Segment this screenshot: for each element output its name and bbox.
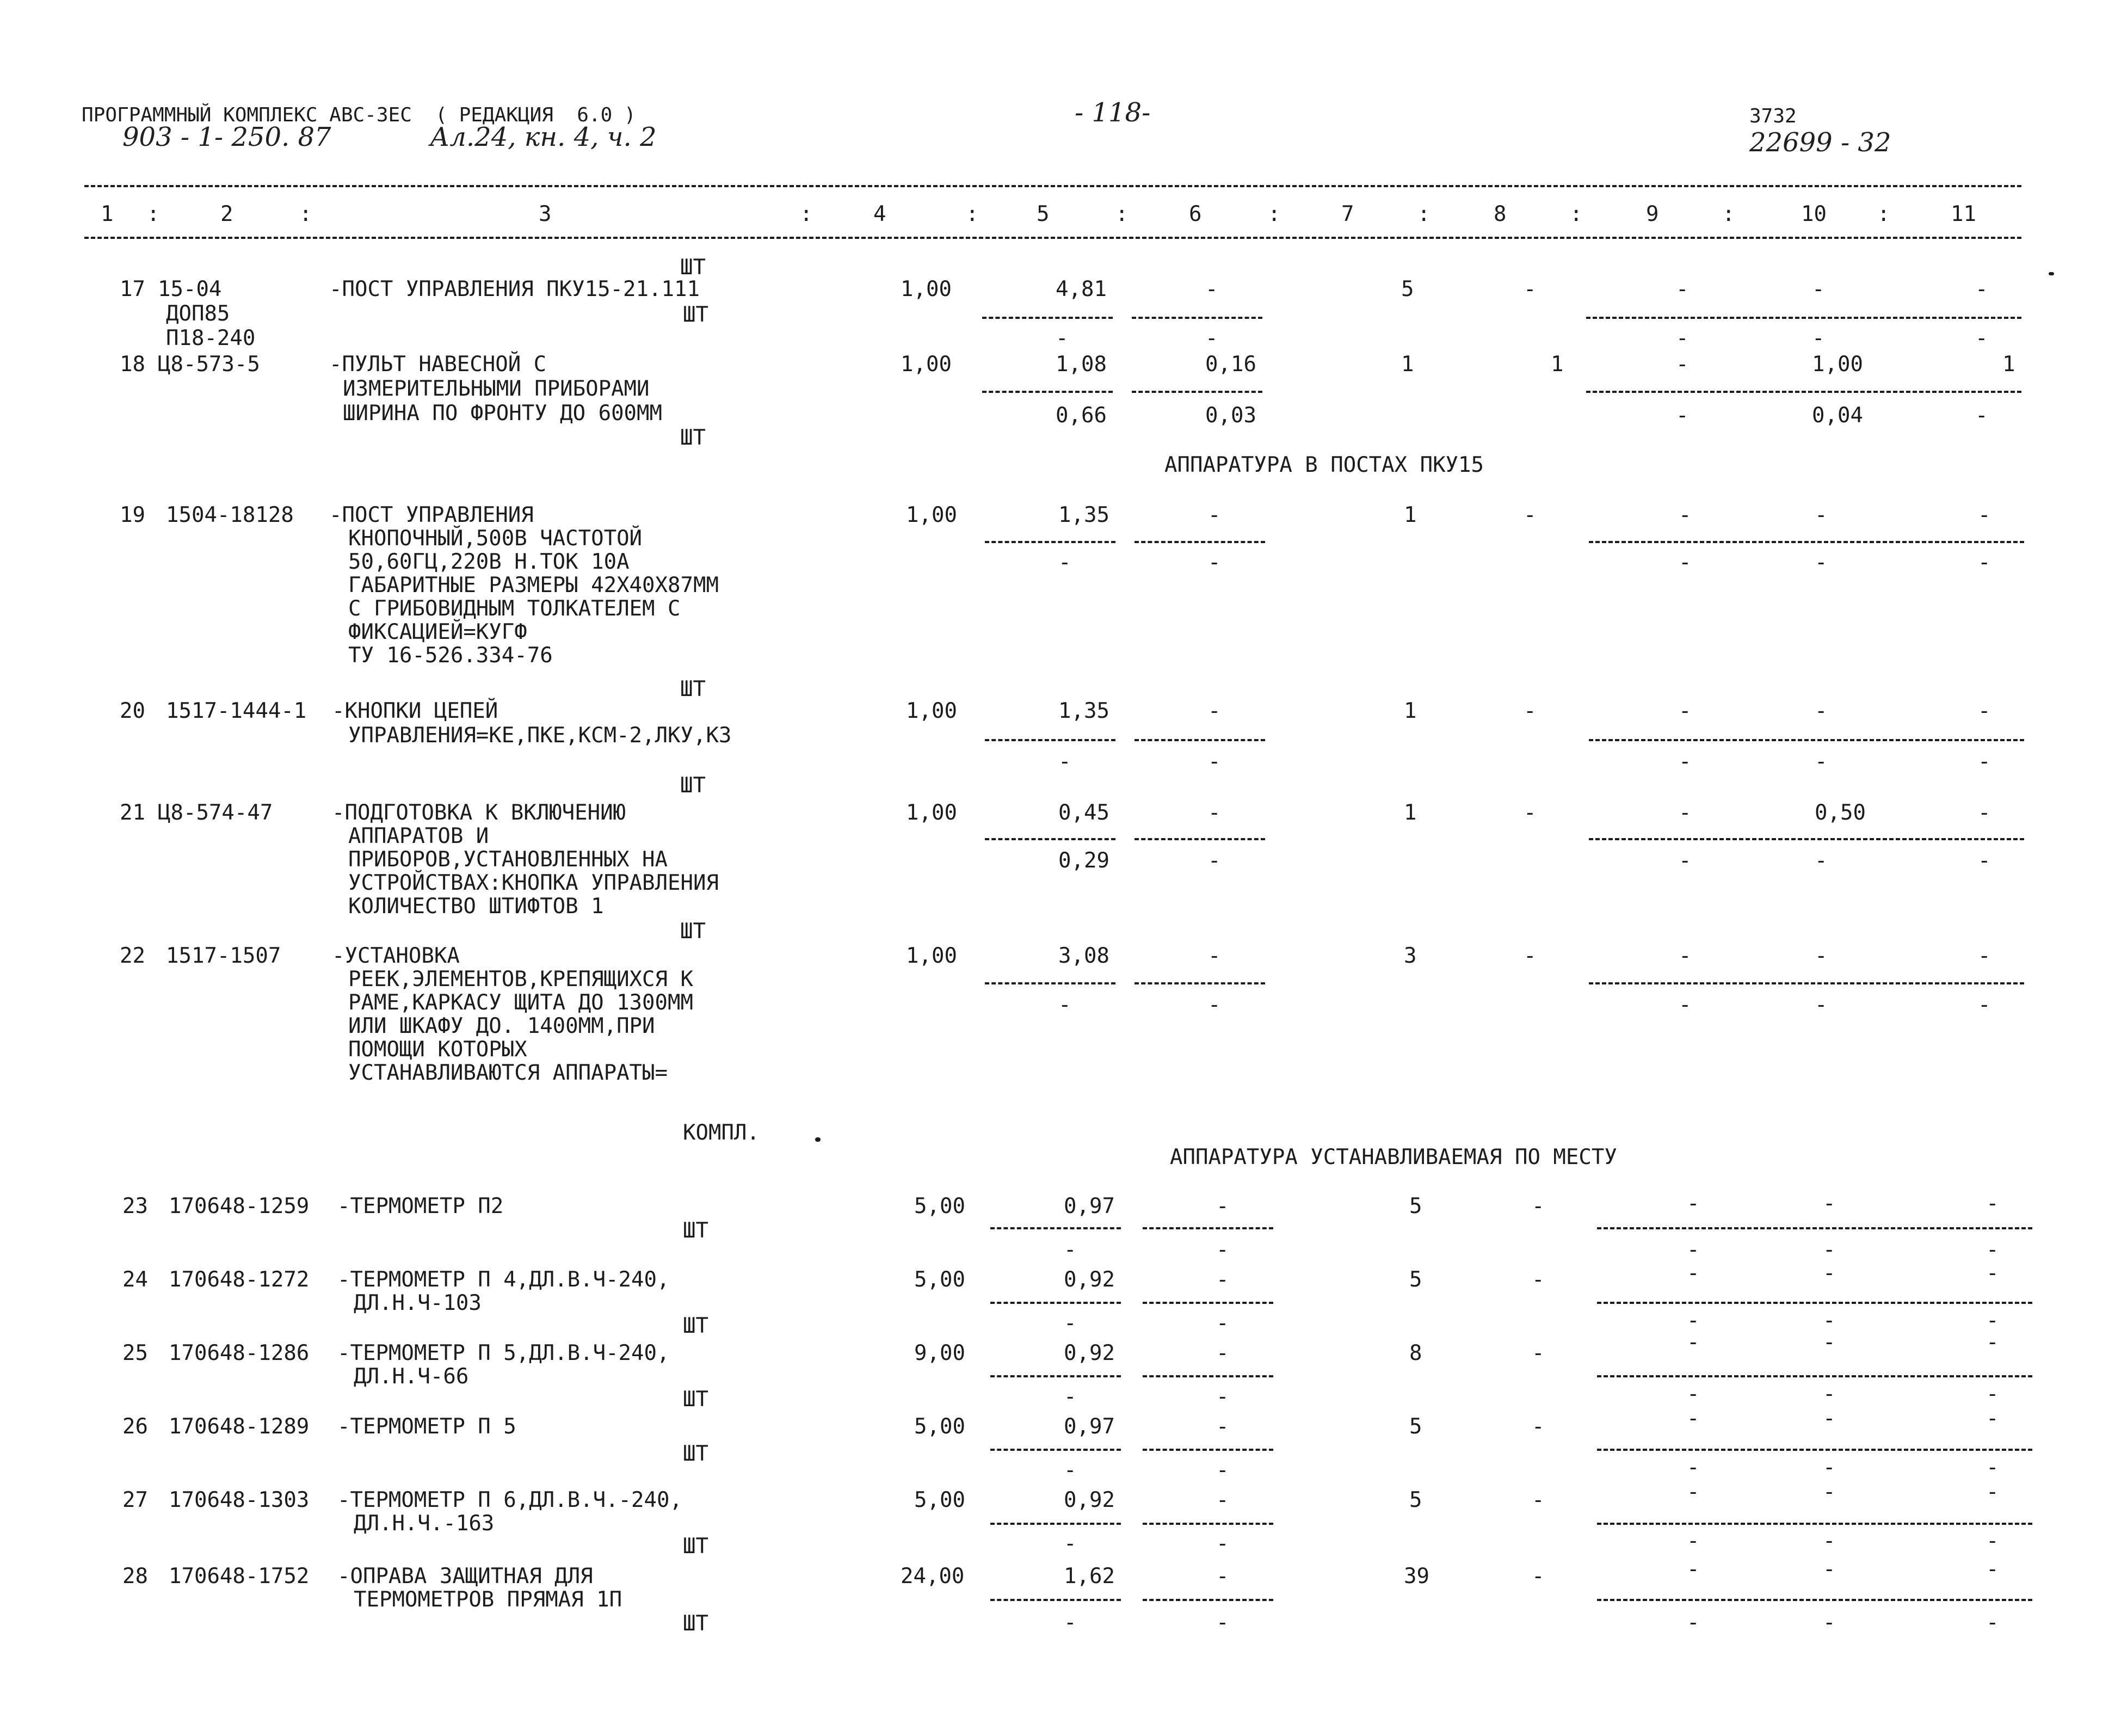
cell-c8: -: [1524, 944, 1537, 968]
cell-c6-sub: -: [1216, 1384, 1229, 1409]
col-sep: :: [966, 202, 979, 226]
col-sep: :: [1722, 202, 1735, 226]
row-code: 1517-1507: [166, 944, 281, 968]
cell-c11: -: [1978, 699, 1991, 723]
cell-c6: -: [1208, 944, 1221, 968]
cell-c6-sub: -: [1216, 1531, 1229, 1556]
cell-c5: 1,35: [1058, 699, 1109, 723]
row-number: 25: [122, 1341, 148, 1365]
cell-c9: -: [1687, 1406, 1700, 1431]
cell-c10-sub: -: [1812, 326, 1825, 350]
row-code: П18-240: [166, 326, 256, 350]
row-code: Ц8-573-5: [158, 352, 260, 377]
cell-c11-sub: -: [1986, 1308, 1999, 1333]
cell-c9: -: [1687, 1557, 1700, 1581]
cell-c9: -: [1676, 352, 1689, 377]
cell-c10: -: [1812, 277, 1825, 301]
cell-c4: 5,00: [914, 1488, 965, 1512]
cell-c10: -: [1823, 1330, 1836, 1355]
row-code: 170648-1289: [169, 1414, 310, 1439]
row-code: 170648-1286: [169, 1341, 310, 1365]
unit-label: ШТ: [680, 255, 706, 280]
cell-c4: 1,00: [906, 944, 957, 968]
cell-c6-sub: -: [1205, 326, 1218, 350]
cell-c6: -: [1216, 1194, 1229, 1218]
col-4: 4: [873, 202, 886, 226]
cell-c9-sub: -: [1687, 1238, 1700, 1262]
fraction-line: [982, 317, 1113, 319]
row-description: -ПОСТ УПРАВЛЕНИЯ ПКУ15-21.111: [329, 277, 700, 301]
row-description: ШИРИНА ПО ФРОНТУ ДО 600ММ: [343, 401, 662, 426]
col-5: 5: [1037, 202, 1050, 226]
row-number: 21: [120, 801, 145, 825]
cell-c5: 1,62: [1064, 1564, 1115, 1589]
row-description: -ПОДГОТОВКА К ВКЛЮЧЕНИЮ: [332, 801, 626, 825]
cell-c9: -: [1687, 1480, 1700, 1504]
cell-c5-sub: -: [1064, 1610, 1077, 1635]
cell-c8: 1: [1551, 352, 1564, 377]
row-description: -ПУЛЬТ НАВЕСНОЙ С: [329, 352, 547, 377]
row-code: ДОП85: [166, 301, 230, 326]
cell-c7: 39: [1404, 1564, 1429, 1589]
col-7: 7: [1341, 202, 1354, 226]
cell-c5-sub: -: [1064, 1238, 1077, 1262]
cell-c10: -: [1815, 503, 1828, 527]
cell-c8: -: [1532, 1194, 1545, 1218]
cell-c5-sub: -: [1058, 550, 1071, 575]
row-code: 170648-1303: [169, 1488, 310, 1512]
cell-c9-sub: -: [1679, 749, 1692, 774]
row-code: 15-04: [158, 277, 222, 301]
unit-label: ШТ: [683, 1314, 708, 1338]
cell-c10-sub: -: [1823, 1382, 1836, 1406]
cell-c11-sub: -: [1978, 848, 1991, 873]
row-description: -ОПРАВА ЗАЩИТНАЯ ДЛЯ: [337, 1564, 593, 1589]
cell-c4: 24,00: [901, 1564, 965, 1589]
row-number: 22: [120, 944, 145, 968]
cell-c6-sub: -: [1208, 550, 1221, 575]
cell-c10-sub: -: [1815, 848, 1828, 873]
fraction-line: [1589, 982, 2024, 984]
cell-c11: -: [1978, 944, 1991, 968]
cell-c9-sub: -: [1687, 1610, 1700, 1635]
cell-c6: -: [1208, 801, 1221, 825]
row-number: 17: [120, 277, 145, 301]
cell-c5-sub: -: [1064, 1458, 1077, 1482]
cell-c9-sub: -: [1687, 1308, 1700, 1333]
scan-speck: [2049, 272, 2054, 275]
cell-c5-sub: -: [1056, 326, 1069, 350]
row-number: 28: [122, 1564, 148, 1589]
row-description: ДЛ.Н.Ч-103: [354, 1291, 482, 1315]
cell-c9-sub: -: [1676, 326, 1689, 350]
unit-label: ШТ: [680, 919, 706, 944]
cell-c9: -: [1687, 1191, 1700, 1216]
row-description: ТУ 16-526.334-76: [348, 643, 553, 668]
fraction-line: [990, 1449, 1121, 1451]
cell-c5: 3,08: [1058, 944, 1109, 968]
col-11: 11: [1951, 202, 1976, 226]
cell-c10: 1,00: [1812, 352, 1863, 377]
cell-c10-sub: -: [1815, 993, 1828, 1017]
cell-c4: 5,00: [914, 1194, 965, 1218]
cell-c11: -: [1975, 277, 1988, 301]
cell-c6: -: [1208, 503, 1221, 527]
handwritten-project-ref: 903 - 1- 250. 87: [122, 122, 331, 152]
fraction-line: [1589, 838, 2024, 840]
cell-c6: -: [1216, 1414, 1229, 1439]
unit-label: ШТ: [683, 1611, 708, 1636]
cell-c10: -: [1823, 1406, 1836, 1431]
cell-c5: 0,92: [1064, 1488, 1115, 1512]
fraction-line: [985, 541, 1115, 543]
cell-c6-sub: -: [1208, 749, 1221, 774]
fraction-line: [1597, 1449, 2032, 1451]
fraction-line: [1135, 541, 1265, 543]
cell-c11-sub: -: [1978, 749, 1991, 774]
fraction-line: [990, 1302, 1121, 1304]
col-sep: :: [800, 202, 813, 226]
cell-c7: 1: [1404, 699, 1417, 723]
cell-c6-sub: -: [1216, 1458, 1229, 1482]
cell-c7: 5: [1409, 1194, 1422, 1218]
cell-c8: -: [1524, 277, 1537, 301]
cell-c7: 1: [1404, 801, 1417, 825]
cell-c4: 1,00: [906, 699, 957, 723]
cell-c10-sub: -: [1823, 1610, 1836, 1635]
row-number: 26: [122, 1414, 148, 1439]
cell-c7: 3: [1404, 944, 1417, 968]
fraction-line: [1589, 541, 2024, 543]
cell-c6-sub: -: [1208, 848, 1221, 873]
row-description: КНОПОЧНЫЙ,500В ЧАСТОТОЙ: [348, 526, 643, 551]
fraction-line: [990, 1523, 1121, 1525]
cell-c5-sub: -: [1058, 993, 1071, 1017]
row-description: -ТЕРМОМЕТР П 5: [337, 1414, 516, 1439]
unit-label: ШТ: [680, 426, 706, 450]
cell-c5: 1,35: [1058, 503, 1109, 527]
cell-c11-sub: -: [1978, 993, 1991, 1017]
row-description: ПРИБОРОВ,УСТАНОВЛЕННЫХ НА: [348, 847, 668, 872]
col-2: 2: [220, 202, 233, 226]
cell-c8: -: [1532, 1488, 1545, 1512]
cell-c11: -: [1986, 1330, 1999, 1355]
row-number: 23: [122, 1194, 148, 1218]
row-description: -ПОСТ УПРАВЛЕНИЯ: [329, 503, 534, 527]
fraction-line: [1143, 1375, 1273, 1377]
cell-c4: 5,00: [914, 1267, 965, 1292]
program-header: ПРОГРАММНЫЙ КОМПЛЕКС АВС-ЗЕС ( РЕДАКЦИЯ 6.0 ): [82, 104, 636, 126]
col-1: 1: [101, 202, 114, 226]
cell-c10-sub: -: [1815, 550, 1828, 575]
cell-c11-sub: -: [1975, 403, 1988, 428]
cell-c8: -: [1524, 503, 1537, 527]
fraction-line: [1135, 838, 1265, 840]
row-number: 24: [122, 1267, 148, 1292]
cell-c9-sub: -: [1679, 993, 1692, 1017]
col-8: 8: [1494, 202, 1507, 226]
cell-c10-sub: -: [1823, 1238, 1836, 1262]
row-code: 170648-1272: [169, 1267, 310, 1292]
cell-c5: 0,97: [1064, 1414, 1115, 1439]
unit-label: ШТ: [683, 303, 708, 327]
cell-c11-sub: -: [1986, 1382, 1999, 1406]
cell-c9-sub: -: [1679, 848, 1692, 873]
cell-c11: -: [1986, 1480, 1999, 1504]
cell-c9: -: [1679, 801, 1692, 825]
scan-speck: [815, 1137, 821, 1142]
row-description: С ГРИБОВИДНЫМ ТОЛКАТЕЛЕМ С: [348, 596, 681, 621]
cell-c10: -: [1823, 1557, 1836, 1581]
cell-c6: -: [1205, 277, 1218, 301]
col-sep: :: [1877, 202, 1890, 226]
col-sep: :: [1417, 202, 1431, 226]
cell-c7: 5: [1409, 1414, 1422, 1439]
cell-c9: -: [1676, 277, 1689, 301]
cell-c9-sub: -: [1676, 403, 1689, 428]
row-description: ДЛ.Н.Ч-66: [354, 1364, 469, 1389]
unit-label: ШТ: [683, 1534, 708, 1559]
cell-c11-sub: -: [1975, 326, 1988, 350]
cell-c5: 4,81: [1056, 277, 1107, 301]
section-heading: АППАРАТУРА В ПОСТАХ ПКУ15: [1164, 453, 1484, 477]
cell-c5-sub: -: [1064, 1531, 1077, 1556]
cell-c8: -: [1532, 1267, 1545, 1292]
fraction-line: [1135, 982, 1265, 984]
row-description: -ТЕРМОМЕТР П2: [337, 1194, 504, 1218]
row-description: ТЕРМОМЕТРОВ ПРЯМАЯ 1П: [354, 1587, 622, 1612]
fraction-line: [1597, 1599, 2032, 1601]
fraction-line: [985, 838, 1115, 840]
fraction-line: [985, 982, 1115, 984]
doc-code: 3732: [1749, 105, 1797, 127]
cell-c10: 0,50: [1815, 801, 1866, 825]
cell-c11-sub: -: [1986, 1238, 1999, 1262]
cell-c10: -: [1815, 699, 1828, 723]
col-9: 9: [1646, 202, 1659, 226]
cell-c6-sub: -: [1216, 1311, 1229, 1335]
cell-c7: 5: [1409, 1488, 1422, 1512]
fraction-line: [990, 1375, 1121, 1377]
cell-c10-sub: -: [1823, 1529, 1836, 1553]
cell-c8: -: [1532, 1564, 1545, 1589]
row-code: Ц8-574-47: [158, 801, 273, 825]
unit-label: ШТ: [680, 773, 706, 798]
row-number: 18: [120, 352, 145, 377]
fraction-line: [1597, 1523, 2032, 1525]
cell-c11-sub: -: [1978, 550, 1991, 575]
cell-c4: 1,00: [901, 352, 952, 377]
cell-c6: -: [1216, 1267, 1229, 1292]
cell-c11: -: [1978, 801, 1991, 825]
cell-c11-sub: -: [1986, 1529, 1999, 1553]
cell-c6: -: [1216, 1488, 1229, 1512]
cell-c6-sub: -: [1216, 1610, 1229, 1635]
cell-c10-sub: 0,04: [1812, 403, 1863, 428]
row-description: -ТЕРМОМЕТР П 4,ДЛ.В.Ч-240,: [337, 1267, 670, 1292]
row-code: 1517-1444-1: [166, 699, 307, 723]
cell-c5-sub: 0,29: [1058, 848, 1109, 873]
cell-c8: -: [1524, 699, 1537, 723]
page-number: - 118-: [1075, 97, 1151, 128]
cell-c5: 0,45: [1058, 801, 1109, 825]
col-sep: :: [147, 202, 160, 226]
col-6: 6: [1189, 202, 1202, 226]
fraction-line: [1143, 1449, 1273, 1451]
row-description: УСТРОЙСТВАХ:КНОПКА УПРАВЛЕНИЯ: [348, 871, 719, 895]
fraction-line: [1143, 1523, 1273, 1525]
cell-c10: -: [1823, 1480, 1836, 1504]
row-description: -УСТАНОВКА: [332, 944, 460, 968]
row-description: 50,60ГЦ,220В Н.ТОК 10А: [348, 550, 630, 574]
row-number: 20: [120, 699, 145, 723]
cell-c10: -: [1815, 944, 1828, 968]
row-description: ИЗМЕРИТЕЛЬНЫМИ ПРИБОРАМИ: [343, 377, 650, 401]
cell-c6-sub: -: [1208, 993, 1221, 1017]
header-rule-top: [84, 185, 2021, 187]
cell-c5-sub: -: [1058, 749, 1071, 774]
cell-c5: 0,92: [1064, 1267, 1115, 1292]
unit-label: ШТ: [683, 1387, 708, 1412]
row-description: ПОМОЩИ КОТОРЫХ: [348, 1037, 527, 1062]
unit-label: ШТ: [683, 1442, 708, 1466]
cell-c11-sub: -: [1986, 1455, 1999, 1480]
col-3: 3: [539, 202, 552, 226]
cell-c5: 0,92: [1064, 1341, 1115, 1365]
cell-c9-sub: -: [1687, 1382, 1700, 1406]
col-sep: :: [299, 202, 312, 226]
cell-c7: 5: [1401, 277, 1414, 301]
cell-c7: 8: [1409, 1341, 1422, 1365]
cell-c11: -: [1986, 1406, 1999, 1431]
cell-c10-sub: -: [1815, 749, 1828, 774]
col-sep: :: [1268, 202, 1281, 226]
cell-c10: -: [1823, 1261, 1836, 1285]
cell-c9-sub: -: [1687, 1455, 1700, 1480]
handwritten-album-ref: Ал.24, кн. 4, ч. 2: [430, 122, 657, 152]
cell-c4: 1,00: [901, 277, 952, 301]
cell-c4: 1,00: [906, 503, 957, 527]
row-code: 170648-1259: [169, 1194, 310, 1218]
row-code: 1504-18128: [166, 503, 294, 527]
cell-c9: -: [1687, 1330, 1700, 1355]
fraction-line: [1597, 1375, 2032, 1377]
cell-c9: -: [1679, 503, 1692, 527]
handwritten-doc-number: 22699 - 32: [1749, 127, 1891, 158]
cell-c5: 0,97: [1064, 1194, 1115, 1218]
cell-c9: -: [1687, 1261, 1700, 1285]
fraction-line: [1586, 391, 2021, 393]
fraction-line: [1135, 739, 1265, 741]
cell-c11: 1: [2002, 352, 2015, 377]
cell-c5-sub: 0,66: [1056, 403, 1107, 428]
cell-c9-sub: -: [1687, 1529, 1700, 1553]
cell-c10-sub: -: [1823, 1308, 1836, 1333]
row-description: АППАРАТОВ И: [348, 824, 489, 848]
row-description: КОЛИЧЕСТВО ШТИФТОВ 1: [348, 894, 604, 919]
cell-c11-sub: -: [1986, 1610, 1999, 1635]
row-description: ДЛ.Н.Ч.-163: [354, 1511, 495, 1536]
fraction-line: [990, 1599, 1121, 1601]
fraction-line: [1597, 1227, 2032, 1229]
row-description: -ТЕРМОМЕТР П 6,ДЛ.В.Ч.-240,: [337, 1488, 682, 1512]
row-description: РАМЕ,КАРКАСУ ЩИТА ДО 1300ММ: [348, 990, 693, 1015]
cell-c5: 1,08: [1056, 352, 1107, 377]
cell-c6-sub: 0,03: [1205, 403, 1256, 428]
cell-c7: 1: [1404, 503, 1417, 527]
fraction-line: [990, 1227, 1121, 1229]
cell-c10-sub: -: [1823, 1455, 1836, 1480]
cell-c4: 9,00: [914, 1341, 965, 1365]
row-description: ФИКСАЦИЕЙ=КУГФ: [348, 620, 527, 644]
cell-c6-sub: -: [1216, 1238, 1229, 1262]
fraction-line: [1132, 317, 1262, 319]
fraction-line: [1143, 1227, 1273, 1229]
header-rule-bottom: [84, 237, 2021, 239]
cell-c11: -: [1986, 1191, 1999, 1216]
row-code: 170648-1752: [169, 1564, 310, 1589]
cell-c11: -: [1978, 503, 1991, 527]
cell-c9-sub: -: [1679, 550, 1692, 575]
cell-c8: -: [1532, 1341, 1545, 1365]
col-sep: :: [1115, 202, 1129, 226]
unit-label: КОМПЛ.: [683, 1121, 760, 1145]
row-number: 19: [120, 503, 145, 527]
cell-c4: 1,00: [906, 801, 957, 825]
fraction-line: [1132, 391, 1262, 393]
cell-c6: -: [1216, 1341, 1229, 1365]
fraction-line: [1586, 317, 2021, 319]
cell-c7: 5: [1409, 1267, 1422, 1292]
cell-c7: 1: [1401, 352, 1414, 377]
cell-c6: 0,16: [1205, 352, 1256, 377]
cell-c6: -: [1216, 1564, 1229, 1589]
fraction-line: [1143, 1599, 1273, 1601]
cell-c9: -: [1679, 699, 1692, 723]
col-sep: :: [1570, 202, 1583, 226]
unit-label: ШТ: [683, 1218, 708, 1243]
fraction-line: [1589, 739, 2024, 741]
fraction-line: [985, 739, 1115, 741]
row-description: -КНОПКИ ЦЕПЕЙ: [332, 699, 498, 723]
cell-c6: -: [1208, 699, 1221, 723]
section-heading: АППАРАТУРА УСТАНАВЛИВАЕМАЯ ПО МЕСТУ: [1170, 1145, 1617, 1169]
cell-c5-sub: -: [1064, 1311, 1077, 1335]
cell-c11: -: [1986, 1261, 1999, 1285]
row-description: -ТЕРМОМЕТР П 5,ДЛ.В.Ч-240,: [337, 1341, 670, 1365]
row-description: УСТАНАВЛИВАЮТСЯ АППАРАТЫ=: [348, 1061, 668, 1085]
cell-c10: -: [1823, 1191, 1836, 1216]
cell-c5-sub: -: [1064, 1384, 1077, 1409]
fraction-line: [982, 391, 1113, 393]
fraction-line: [1597, 1302, 2032, 1304]
unit-label: ШТ: [680, 677, 706, 701]
row-description: РЕЕК,ЭЛЕМЕНТОВ,КРЕПЯЩИХСЯ К: [348, 967, 693, 992]
row-description: ИЛИ ШКАФУ ДО. 1400ММ,ПРИ: [348, 1014, 655, 1038]
cell-c8: -: [1524, 801, 1537, 825]
cell-c4: 5,00: [914, 1414, 965, 1439]
fraction-line: [1143, 1302, 1273, 1304]
row-description: УПРАВЛЕНИЯ=КЕ,ПКЕ,КСМ-2,ЛКУ,КЗ: [348, 723, 732, 748]
cell-c9: -: [1679, 944, 1692, 968]
row-number: 27: [122, 1488, 148, 1512]
cell-c8: -: [1532, 1414, 1545, 1439]
col-10: 10: [1801, 202, 1827, 226]
cell-c11: -: [1986, 1557, 1999, 1581]
row-description: ГАБАРИТНЫЕ РАЗМЕРЫ 42Х40Х87ММ: [348, 573, 719, 598]
